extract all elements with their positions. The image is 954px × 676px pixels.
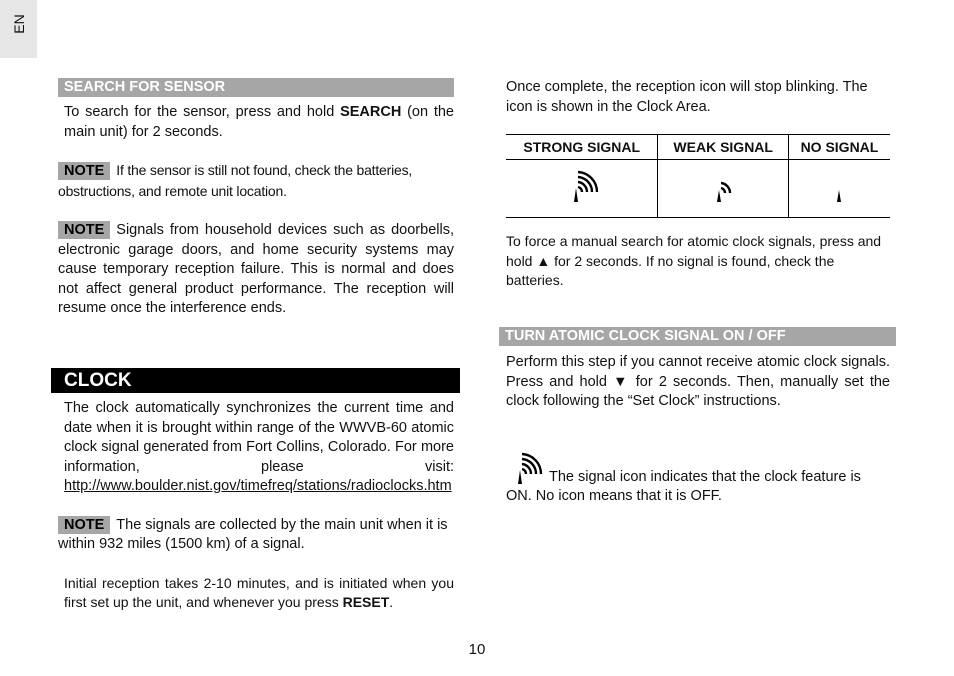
strong-signal-icon [562,166,602,206]
down-arrow-icon: ▼ [613,373,630,390]
signal-icon [510,448,550,488]
weak-cell [658,160,788,218]
none-cell [788,160,890,218]
left-column [58,78,454,319]
language-tab [0,0,37,58]
language-label: EN [11,14,27,34]
turn-section-title: TURN ATOMIC CLOCK SIGNAL ON / OFF [499,327,896,346]
note-badge: NOTE [58,516,110,534]
nist-link[interactable]: http://www.boulder.nist.gov/timefreq/stations/radioclocks.htm [64,478,452,494]
table-row [506,160,890,218]
header-weak: WEAK SIGNAL [658,135,788,160]
note-paragraph-2: NOTE Signals from household devices such as doorbells, electronic garage doors, and home security systems may cause temporary reception failure. This is normal and does not affect general product performance. The reception will resume once the interference ends. [58,222,454,316]
weak-signal-icon [708,166,738,206]
table-header-row [506,135,890,160]
signal-paragraph: The signal icon indicates that the clock feature is ON. No icon means that it is OFF. [506,468,861,504]
no-signal-icon [829,166,849,206]
search-section-title: SEARCH FOR SENSOR [58,78,454,97]
right-column [506,78,890,291]
note-badge: NOTE [58,221,110,239]
header-strong: STRONG SIGNAL [506,135,658,160]
clock-paragraph: The clock automatically synchronizes the current time and date when it is brought within range of the WWVB-60 atomic clock signal generated from Fort Collins, Colorado. For more information, please visit: http://www.boulder.nist.gov/timefreq/stations/radioclocks.htm [64,400,454,494]
note-badge: NOTE [58,162,110,180]
signal-icon-block [506,448,890,507]
turn-paragraph: Perform this step if you cannot receive atomic clock signals. Press and hold ▼ for 2 seconds. Then, manually set the clock following the “Set Clock” instructions. [506,354,891,409]
search-paragraph: To search for the sensor, press and hold SEARCH (on the main unit) for 2 seconds. [64,104,454,140]
header-none: NO SIGNAL [788,135,890,160]
clock-column [58,399,454,613]
initial-reception-paragraph: Initial reception takes 2-10 minutes, and is initiated when you first set up the unit, and whenever you press RESET. [64,574,454,610]
clock-section-title: CLOCK [51,368,460,393]
turn-body [506,353,890,507]
note-paragraph-1: NOTE If the sensor is still not found, check the batteries, obstructions, and remote unit location. [58,162,413,199]
force-search-paragraph: To force a manual search for atomic clock signals, press and hold ▲ for 2 seconds. If no signal is found, check the batteries. [506,233,882,288]
note-paragraph-3: NOTE The signals are collected by the main unit when it is within 932 miles (1500 km) of a signal. [58,516,448,552]
up-arrow-icon: ▲ [536,252,551,269]
signal-table [506,134,890,218]
intro-paragraph: Once complete, the reception icon will stop blinking. The icon is shown in the Clock Area. [506,79,868,115]
page-number: 10 [468,641,486,658]
strong-cell [506,160,658,218]
turn-section [499,327,896,346]
